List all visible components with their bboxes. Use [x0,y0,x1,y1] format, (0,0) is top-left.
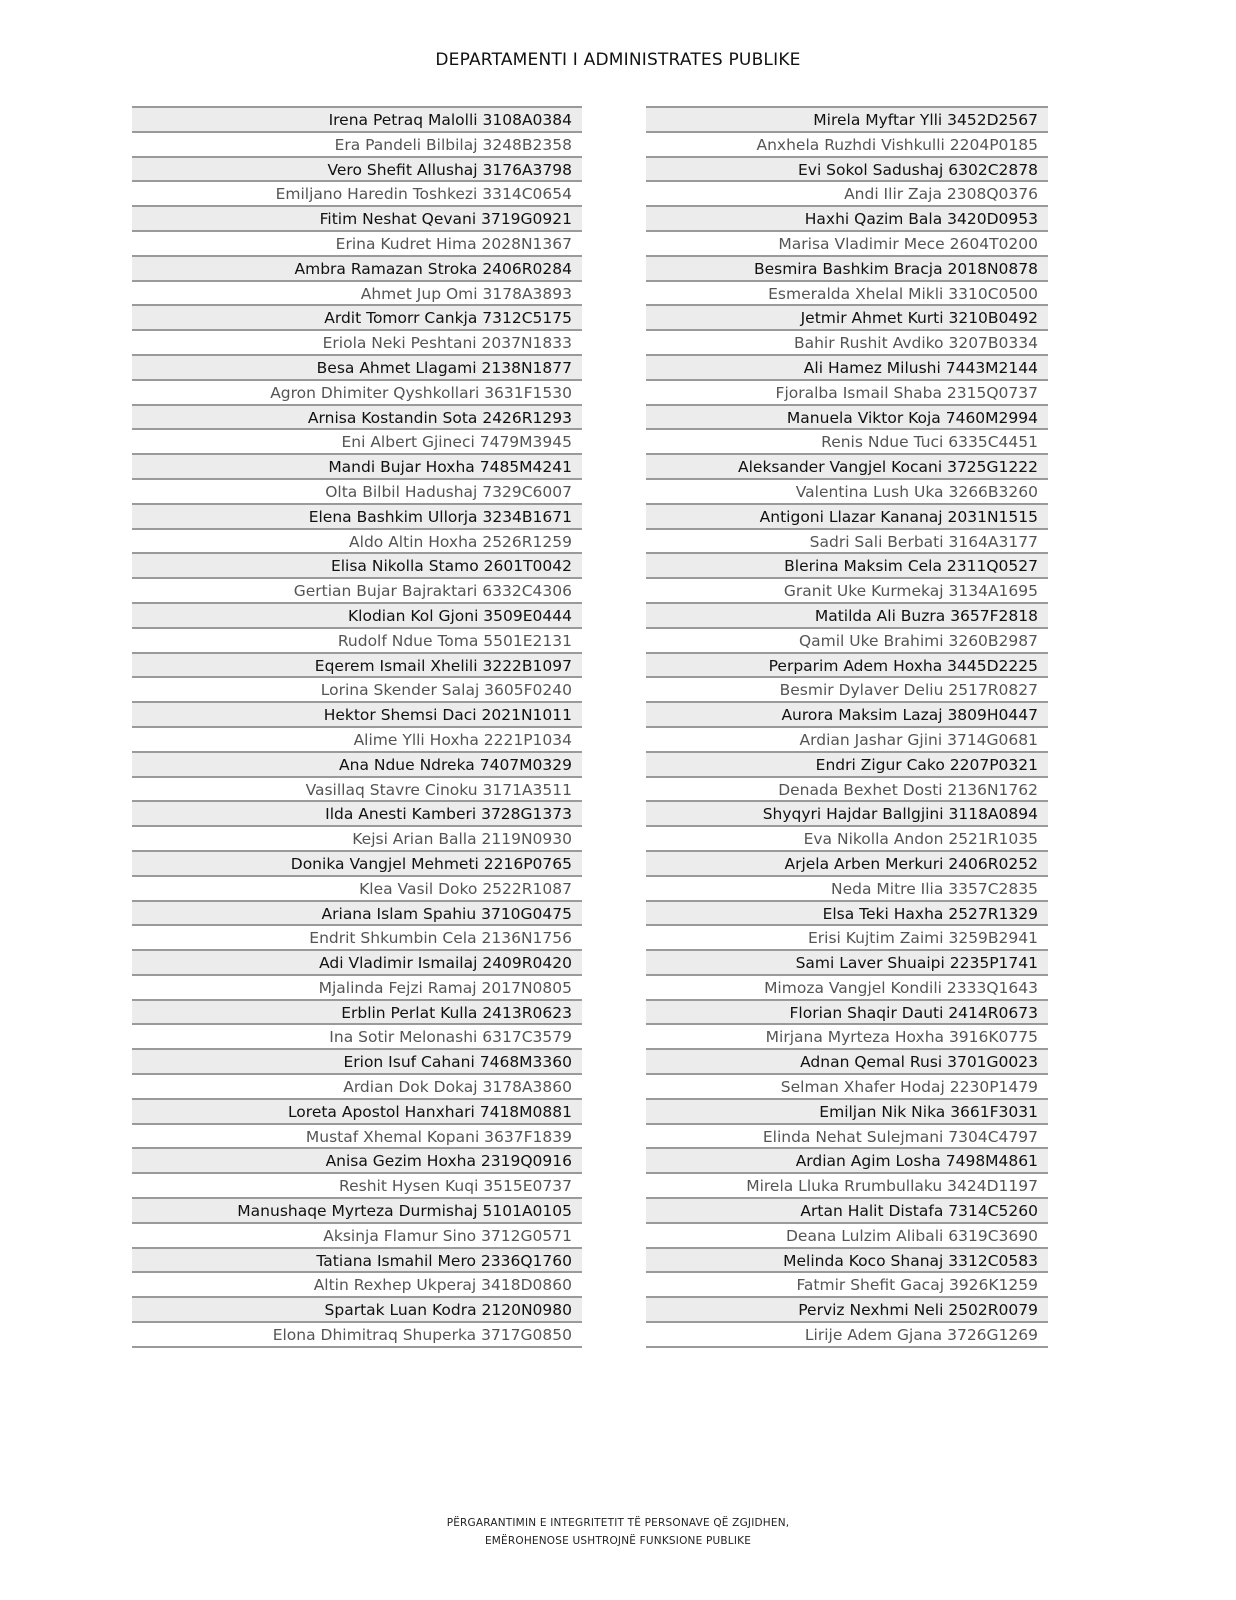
list-item: Fatmir Shefit Gacaj 3926K1259 [646,1273,1048,1298]
list-item: Emiljan Nik Nika 3661F3031 [646,1100,1048,1125]
list-item: Arjela Arben Merkuri 2406R0252 [646,852,1048,877]
list-item: Mandi Bujar Hoxha 7485M4241 [132,455,582,480]
list-item: Emiljano Haredin Toshkezi 3314C0654 [132,182,582,207]
list-item: Aurora Maksim Lazaj 3809H0447 [646,703,1048,728]
list-item: Perviz Nexhmi Neli 2502R0079 [646,1298,1048,1323]
list-item: Ardit Tomorr Cankja 7312C5175 [132,306,582,331]
list-item: Blerina Maksim Cela 2311Q0527 [646,554,1048,579]
list-item: Vero Shefit Allushaj 3176A3798 [132,158,582,183]
list-item: Erina Kudret Hima 2028N1367 [132,232,582,257]
list-item: Gertian Bujar Bajraktari 6332C4306 [132,579,582,604]
list-item: Mirela Lluka Rrumbullaku 3424D1197 [646,1174,1048,1199]
footer [0,1514,1236,1550]
list-item: Manuela Viktor Koja 7460M2994 [646,406,1048,431]
list-item: Ali Hamez Milushi 7443M2144 [646,356,1048,381]
list-item: Antigoni Llazar Kananaj 2031N1515 [646,505,1048,530]
list-item: Florian Shaqir Dauti 2414R0673 [646,1001,1048,1026]
list-item: Kejsi Arian Balla 2119N0930 [132,827,582,852]
list-item: Era Pandeli Bilbilaj 3248B2358 [132,133,582,158]
list-item: Irena Petraq Malolli 3108A0384 [132,108,582,133]
list-item: Alime Ylli Hoxha 2221P1034 [132,728,582,753]
list-item: Tatiana Ismahil Mero 2336Q1760 [132,1249,582,1274]
list-item: Eqerem Ismail Xhelili 3222B1097 [132,654,582,679]
list-item: Anisa Gezim Hoxha 2319Q0916 [132,1149,582,1174]
list-item: Reshit Hysen Kuqi 3515E0737 [132,1174,582,1199]
list-item: Agron Dhimiter Qyshkollari 3631F1530 [132,381,582,406]
list-item: Fjoralba Ismail Shaba 2315Q0737 [646,381,1048,406]
list-item: Elena Bashkim Ullorja 3234B1671 [132,505,582,530]
list-item: Ardian Agim Losha 7498M4861 [646,1149,1048,1174]
list-item: Mustaf Xhemal Kopani 3637F1839 [132,1125,582,1150]
list-item: Loreta Apostol Hanxhari 7418M0881 [132,1100,582,1125]
list-item: Erisi Kujtim Zaimi 3259B2941 [646,926,1048,951]
list-item: Haxhi Qazim Bala 3420D0953 [646,207,1048,232]
list-item: Mimoza Vangjel Kondili 2333Q1643 [646,976,1048,1001]
list-item: Marisa Vladimir Mece 2604T0200 [646,232,1048,257]
list-item: Sami Laver Shuaipi 2235P1741 [646,951,1048,976]
list-item: Ilda Anesti Kamberi 3728G1373 [132,802,582,827]
list-item: Elinda Nehat Sulejmani 7304C4797 [646,1125,1048,1150]
list-item: Shyqyri Hajdar Ballgjini 3118A0894 [646,802,1048,827]
list-item: Vasillaq Stavre Cinoku 3171A3511 [132,778,582,803]
list-item: Besmir Dylaver Deliu 2517R0827 [646,678,1048,703]
list-item: Renis Ndue Tuci 6335C4451 [646,430,1048,455]
list-item: Ahmet Jup Omi 3178A3893 [132,282,582,307]
list-item: Ardian Jashar Gjini 3714G0681 [646,728,1048,753]
list-item: Endri Zigur Cako 2207P0321 [646,753,1048,778]
list-item: Selman Xhafer Hodaj 2230P1479 [646,1075,1048,1100]
list-item: Aksinja Flamur Sino 3712G0571 [132,1224,582,1249]
list-item: Mirela Myftar Ylli 3452D2567 [646,108,1048,133]
list-item: Manushaqe Myrteza Durmishaj 5101A0105 [132,1199,582,1224]
list-item: Aldo Altin Hoxha 2526R1259 [132,530,582,555]
list-item: Ana Ndue Ndreka 7407M0329 [132,753,582,778]
list-item: Granit Uke Kurmekaj 3134A1695 [646,579,1048,604]
page-title: DEPARTAMENTI I ADMINISTRATES PUBLIKE [435,50,801,70]
list-item: Artan Halit Distafa 7314C5260 [646,1199,1048,1224]
list-item: Jetmir Ahmet Kurti 3210B0492 [646,306,1048,331]
list-item: Klea Vasil Doko 2522R1087 [132,877,582,902]
list-item: Olta Bilbil Hadushaj 7329C6007 [132,480,582,505]
list-item: Ariana Islam Spahiu 3710G0475 [132,902,582,927]
list-item: Eni Albert Gjineci 7479M3945 [132,430,582,455]
list-item: Donika Vangjel Mehmeti 2216P0765 [132,852,582,877]
list-item: Qamil Uke Brahimi 3260B2987 [646,629,1048,654]
footer-line-1: PËRGARANTIMIN E INTEGRITETIT TË PERSONAVE QË ZGJIDHEN, [446,1517,790,1529]
list-item: Ambra Ramazan Stroka 2406R0284 [132,257,582,282]
list-item: Adi Vladimir Ismailaj 2409R0420 [132,951,582,976]
list-item: Evi Sokol Sadushaj 6302C2878 [646,158,1048,183]
list-item: Ardian Dok Dokaj 3178A3860 [132,1075,582,1100]
list-item: Elona Dhimitraq Shuperka 3717G0850 [132,1323,582,1348]
list-item: Besmira Bashkim Bracja 2018N0878 [646,257,1048,282]
list-item: Klodian Kol Gjoni 3509E0444 [132,604,582,629]
list-item: Anxhela Ruzhdi Vishkulli 2204P0185 [646,133,1048,158]
list-item: Mirjana Myrteza Hoxha 3916K0775 [646,1025,1048,1050]
list-item: Spartak Luan Kodra 2120N0980 [132,1298,582,1323]
list-item: Altin Rexhep Ukperaj 3418D0860 [132,1273,582,1298]
list-item: Mjalinda Fejzi Ramaj 2017N0805 [132,976,582,1001]
list-item: Esmeralda Xhelal Mikli 3310C0500 [646,282,1048,307]
list-item: Adnan Qemal Rusi 3701G0023 [646,1050,1048,1075]
list-item: Ina Sotir Melonashi 6317C3579 [132,1025,582,1050]
list-item: Valentina Lush Uka 3266B3260 [646,480,1048,505]
list-item: Hektor Shemsi Daci 2021N1011 [132,703,582,728]
list-item: Denada Bexhet Dosti 2136N1762 [646,778,1048,803]
list-item: Arnisa Kostandin Sota 2426R1293 [132,406,582,431]
list-item: Eva Nikolla Andon 2521R1035 [646,827,1048,852]
list-item: Sadri Sali Berbati 3164A3177 [646,530,1048,555]
list-item: Aleksander Vangjel Kocani 3725G1222 [646,455,1048,480]
list-item: Lorina Skender Salaj 3605F0240 [132,678,582,703]
list-item: Andi Ilir Zaja 2308Q0376 [646,182,1048,207]
list-item: Lirije Adem Gjana 3726G1269 [646,1323,1048,1348]
list-item: Melinda Koco Shanaj 3312C0583 [646,1249,1048,1274]
list-item: Fitim Neshat Qevani 3719G0921 [132,207,582,232]
list-item: Matilda Ali Buzra 3657F2818 [646,604,1048,629]
list-item: Elisa Nikolla Stamo 2601T0042 [132,554,582,579]
list-item: Bahir Rushit Avdiko 3207B0334 [646,331,1048,356]
name-list-right [646,106,1048,1348]
list-item: Endrit Shkumbin Cela 2136N1756 [132,926,582,951]
list-item: Neda Mitre Ilia 3357C2835 [646,877,1048,902]
name-list-left [132,106,582,1348]
list-item: Eriola Neki Peshtani 2037N1833 [132,331,582,356]
list-item: Deana Lulzim Alibali 6319C3690 [646,1224,1048,1249]
list-item: Besa Ahmet Llagami 2138N1877 [132,356,582,381]
list-item: Rudolf Ndue Toma 5501E2131 [132,629,582,654]
footer-line-2: EMËROHENOSE USHTROJNË FUNKSIONE PUBLIKE [484,1535,752,1547]
list-item: Erblin Perlat Kulla 2413R0623 [132,1001,582,1026]
list-item: Perparim Adem Hoxha 3445D2225 [646,654,1048,679]
list-item: Erion Isuf Cahani 7468M3360 [132,1050,582,1075]
list-item: Elsa Teki Haxha 2527R1329 [646,902,1048,927]
